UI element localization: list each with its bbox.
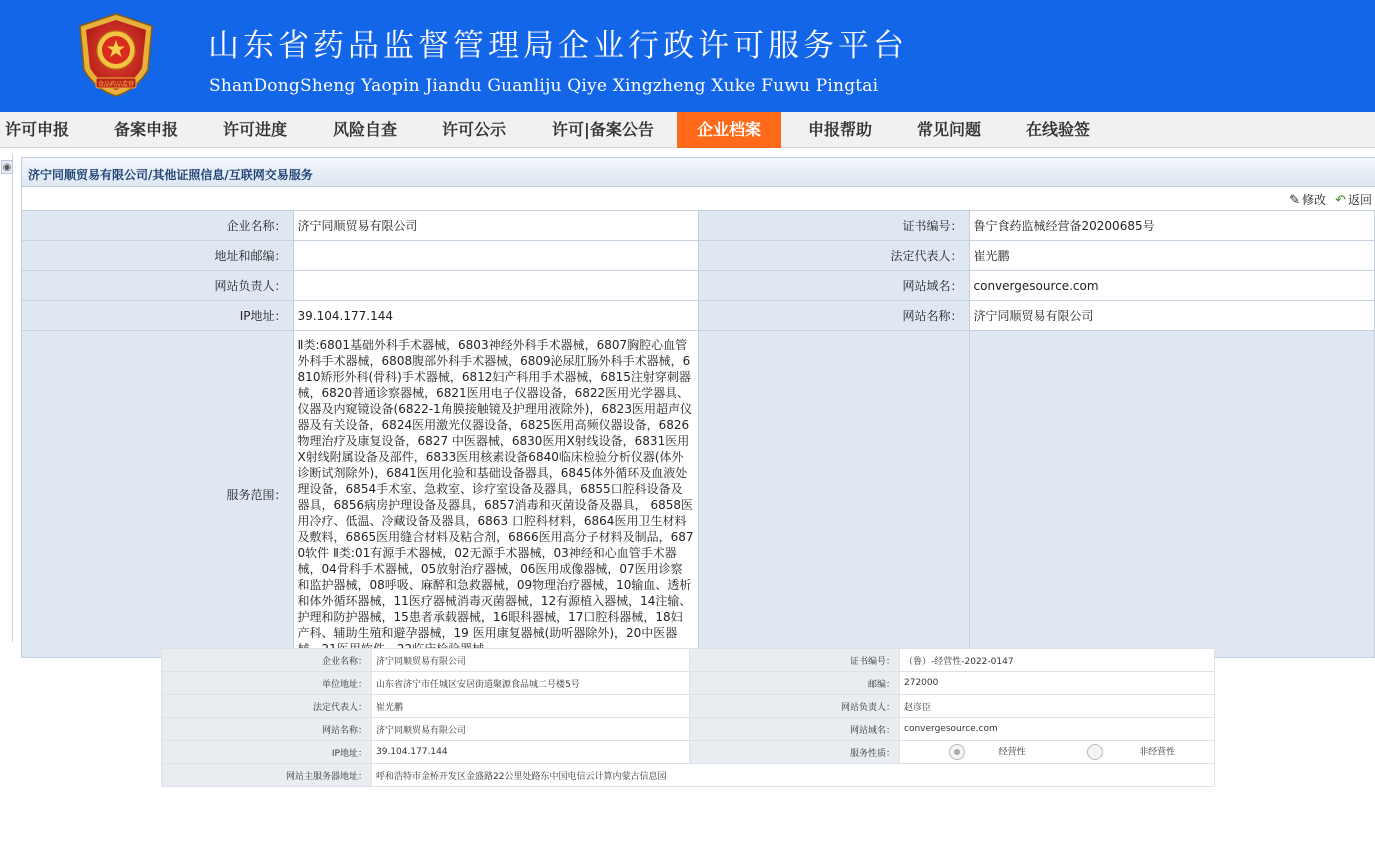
collapse-icon[interactable]: ◉ [2,162,12,173]
table-row [22,211,1375,241]
scope-value: Ⅱ类:6801基础外科手术器械，6803神经外科手术器械，6807胸腔心血管外科手术器械，6808腹部外科手术器械，6809泌尿肛肠外科手术器械，6810矫形外科(骨科)手术器械，6812妇产科用手术器械，6815注射穿刺器械，6820普通诊察器械，6821医用电子仪器设备，6822医用光学器具、仪器及内窥镜设备(6822-1角膜接触镜及护理用液除外)，6823医用超声仪器及有关设备，6824医用激光仪器设备，6825医用高频仪器设备，6826 物理治疗及康复设备，6827 中医器械，6830医用X射线设备，6831医用X射线附属设备及部件，6833医用核素设备6840临床检验分析仪器(体外诊断试剂除外)，6841医用化验和基础设备器具，6845体外循环及血液处理设备，6854手术室、急救室、诊疗室设备及器具，6855口腔科设备及器具，6856病房护理设备及器具，6857消毒和灭菌设备及器具， 6858医用冷疗、低温、冷藏设备及器具，6863 口腔科材料，6864医用卫生材料及敷料，6865医用缝合材料及粘合剂，6866医用高分子材料及制品，6870软件 Ⅱ类:01有源手术器械，02无源手术器械，03神经和心血管手术器械，04骨科手术器械，05放射治疗器械，06医用成像器械，07医用诊察和监护器械，08呼吸、麻醉和急救器械，09物理治疗器械，10输血、透析和体外循环器械，11医疗器械消毒灭菌器械，12有源植入器械，14注输、护理和防护器械，15患者承载器械，16眼科器械，17口腔科器械，18妇产科、辅助生殖和避孕器械，19 医用康复器械(助听器除外)，20中医器 [293,331,698,658]
breadcrumb: 济宁同顺贸易有限公司/其他证照信息/互联网交易服务 [28,168,313,182]
legal-rep-value: 崔光鹏 [372,695,690,718]
radio-commercial-label: 经营性 [998,747,1026,758]
company-value: 济宁同顺贸易有限公司 [293,211,698,241]
table-row [162,695,1215,718]
nav-item-permit-apply[interactable]: 许可申报 [5,120,70,139]
table-row [22,331,1375,658]
radio-noncommercial-label: 非经营性 [1139,747,1176,758]
edit-icon: ✎ [1289,193,1300,208]
nav-item-permit-progress[interactable]: 许可进度 [223,120,288,139]
domain-label: 网站域名： [690,718,900,741]
emblem-icon [76,12,156,98]
service-nature-label: 服务性质： [690,741,900,764]
nav-item-record-apply[interactable]: 备案申报 [114,120,179,139]
site-header [0,0,1375,112]
nav-item-risk-self-check[interactable]: 风险自查 [333,120,398,139]
empty-cell [969,331,1374,658]
site-title-pinyin: ShanDongSheng Yaopin Jiandu Guanliju Qiye Xingzheng Xuke Fuwu Pingtai [209,76,879,96]
nav-item-permit-notice[interactable]: 许可公示 [442,120,507,139]
nav-item-faq[interactable]: 常见问题 [917,120,982,139]
address-value [293,241,698,271]
legal-rep-label: 法定代表人： [162,695,372,718]
nav-item-online-verify[interactable]: 在线验签 [1026,120,1091,139]
edit-button[interactable]: ✎ 修改 [1289,193,1326,208]
record-table [21,210,1375,658]
company-label: 企业名称： [162,649,372,672]
record-panel [2,154,1375,642]
server-address-value: 呼和浩特市金桥开发区金盛路22公里处路东中国电信云计算内蒙古信息园 [372,764,1215,787]
table-row [22,301,1375,331]
empty-cell [698,331,969,658]
site-name-label: 网站名称： [162,718,372,741]
legal-rep-value: 崔光鹏 [969,241,1374,271]
domain-label: 网站域名： [698,271,969,301]
site-owner-value: 赵彦臣 [900,695,1215,718]
nav-item-apply-help[interactable]: 申报帮助 [808,120,873,139]
company-value: 济宁同顺贸易有限公司 [372,649,690,672]
postcode-label: 邮编： [690,672,900,695]
table-row [22,241,1375,271]
panel-toolbar [21,187,1375,211]
ip-value: 39.104.177.144 [372,741,690,764]
server-address-label: 网站主服务器地址： [162,764,372,787]
site-owner-value [293,271,698,301]
site-name-value: 济宁同顺贸易有限公司 [969,301,1374,331]
site-title: 山东省药品监督管理局企业行政许可服务平台 [208,28,908,64]
radio-noncommercial[interactable] [1087,744,1103,760]
cert-value: （鲁）-经营性-2022-0147 [900,649,1215,672]
site-owner-label: 网站负责人： [22,271,294,301]
postcode-value: 272000 [900,672,1215,695]
table-row [162,672,1215,695]
ip-label: IP地址： [162,741,372,764]
ip-label: IP地址： [22,301,294,331]
nav-item-announcement[interactable]: 许可|备案公告 [552,120,654,139]
site-name-label: 网站名称： [698,301,969,331]
back-arrow-icon: ↶ [1335,193,1346,208]
address-label: 地址和邮编： [22,241,294,271]
cert-value: 鲁宁食药监械经营备20200685号 [969,211,1374,241]
ip-value: 39.104.177.144 [293,301,698,331]
scope-label: 服务范围： [22,331,294,658]
cert-label: 证书编号： [698,211,969,241]
record-table-2 [161,648,1215,787]
table-row [162,764,1215,787]
svg-text:食品药品监督: 食品药品监督 [97,81,135,88]
main-nav [0,112,1375,148]
domain-value: convergesource.com [969,271,1374,301]
table-row [162,741,1215,764]
site-owner-label: 网站负责人： [690,695,900,718]
nav-item-enterprise-archive[interactable]: 企业档案 [677,112,781,148]
company-label: 企业名称： [22,211,294,241]
domain-value: convergesource.com [900,718,1215,741]
service-nature-options [900,741,1215,764]
table-row [22,271,1375,301]
panel-header [21,157,1375,187]
legal-rep-label: 法定代表人： [698,241,969,271]
unit-address-label: 单位地址： [162,672,372,695]
table-row [162,649,1215,672]
site-name-value: 济宁同顺贸易有限公司 [372,718,690,741]
unit-address-value: 山东省济宁市任城区安居街道聚源食品城二号楼5号 [372,672,690,695]
cert-label: 证书编号： [690,649,900,672]
back-button[interactable]: ↶ 返回 [1335,193,1372,208]
table-row [162,718,1215,741]
radio-commercial[interactable] [949,744,965,760]
